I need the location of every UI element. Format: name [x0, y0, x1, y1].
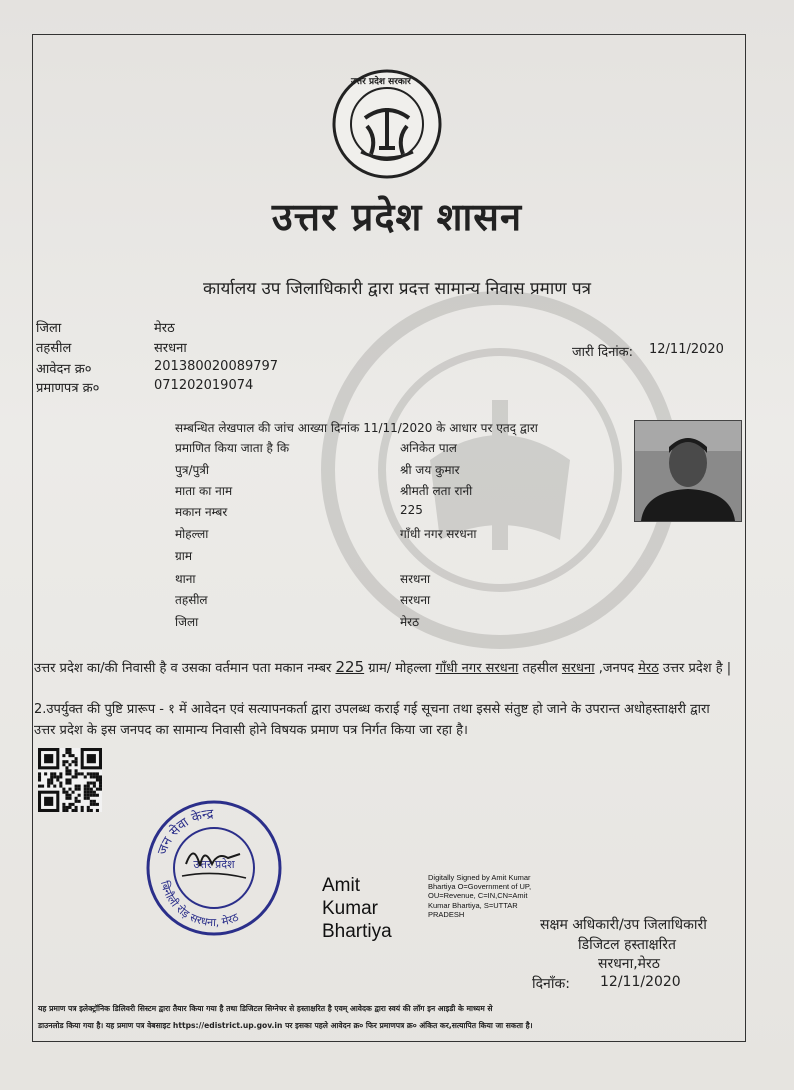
- footer-line-1: यह प्रमाण पत्र इलेक्ट्रॉनिक डिलिवरी सिस्टम द्वारा तैयार किया गया है तथा डिजिटल सिग्नेचर से हस्ताक्षरित है एवम् आवेदक द्वारा स्वयं की लॉग इन आइडी के माध्यम से: [38, 1004, 493, 1013]
- detail-value: अनिकेत पाल: [400, 441, 457, 455]
- detail-value: 225: [400, 503, 423, 517]
- tehsil-label: तहसील: [36, 341, 72, 356]
- p1-text-d: ,जनपद: [594, 661, 639, 676]
- stamp-center-text: उत्तर प्रदेश: [193, 858, 235, 871]
- detail-value: गाँधी नगर सरधना: [400, 527, 477, 541]
- application-label: आवेदन क्र०: [36, 362, 92, 377]
- detail-value: श्री जय कुमार: [400, 463, 460, 477]
- issue-date-value: 12/11/2020: [649, 342, 724, 357]
- p1-district: मेरठ: [638, 661, 659, 676]
- signing-location: सरधना,मेरठ: [598, 956, 660, 972]
- detail-label: मकान नम्बर: [175, 505, 228, 519]
- application-value: 201380020089797: [154, 359, 279, 374]
- authority-designation: सक्षम अधिकारी/उप जिलाधिकारी: [540, 917, 707, 933]
- residence-paragraph: [34, 657, 734, 679]
- detail-label: ग्राम: [175, 549, 193, 563]
- district-value: मेरठ: [154, 321, 175, 336]
- detail-value: सरधना: [400, 572, 431, 586]
- p1-text-c: तहसील: [518, 661, 562, 676]
- confirmation-paragraph: 2.उपर्युक्त की पुष्टि प्रारूप - १ में आवेदन एवं सत्यापनकर्ता द्वारा उपलब्ध कराई गई सूचना तथा इससे संतुष्ट हो जाने के उपरान्त अधोहस्ताक्षरी द्वारा उत्तर प्रदेश के इस जनपद का सामान्य निवासी होने विषयक प्रमाण पत्र निर्गत किया जा रहा है।: [34, 702, 710, 738]
- detail-label: मोहल्ला: [175, 527, 209, 541]
- p1-text-e: उत्तर प्रदेश है |: [658, 661, 732, 676]
- detail-value: श्रीमती लता रानी: [400, 484, 473, 498]
- details-intro: सम्बन्धित लेखपाल की जांच आख्या दिनांक 11/11/2020 के आधार पर एतद् द्वारा: [175, 421, 538, 435]
- qr-code: [38, 748, 102, 812]
- p1-text-a: उत्तर प्रदेश का/की निवासी है व उसका वर्तमान पता मकान नम्बर: [34, 661, 336, 676]
- applicant-photo: [634, 420, 742, 522]
- svg-text:जन सेवा केन्द्र: [155, 807, 215, 857]
- digitally-signed-label: डिजिटल हस्ताक्षरित: [578, 937, 676, 953]
- p1-text-b: ग्राम/ मोहल्ला: [364, 661, 436, 676]
- footer-note: [38, 1000, 738, 1034]
- digital-signature-text: Digitally Signed by Amit Kumar Bhartiya O=Government of UP, OU=Revenue, C=IN,CN=Amit Kumar Bhartiya, S=UTTAR PRADESH: [428, 873, 532, 919]
- document-title: उत्तर प्रदेश शासन: [271, 194, 523, 239]
- p1-house: 225: [335, 658, 365, 676]
- certificate-value: 071202019074: [154, 378, 254, 393]
- certificate-label: प्रमाणपत्र क्र०: [36, 381, 100, 396]
- stamp-bottom-text: बिनौली रोड़ सरधना, मेरठ: [157, 879, 241, 930]
- detail-label: प्रमाणित किया जाता है कि: [175, 441, 290, 455]
- p1-locality: गाँधी नगर सरधना: [435, 661, 519, 676]
- tehsil-value: सरधना: [154, 341, 187, 356]
- footer-line-2: डाउनलोड किया गया है। यह प्रमाण पत्र वेबसाइट https://edistrict.up.gov.in पर इसका पहले आवेदन क्र० फिर प्रमाणपत्र क्र० अंकित कर,सत्यापित किया जा सकता है।: [38, 1021, 533, 1030]
- detail-label: तहसील: [175, 593, 208, 607]
- detail-label: माता का नाम: [175, 484, 233, 498]
- detail-value: मेरठ: [400, 615, 420, 629]
- p1-tehsil: सरधना: [561, 661, 595, 676]
- emblem-text: उत्तर प्रदेश सरकार: [351, 77, 411, 87]
- jan-seva-kendra-stamp: [142, 796, 286, 940]
- detail-value: सरधना: [400, 593, 431, 607]
- signed-date-value: 12/11/2020: [600, 974, 681, 990]
- stamp-top-text: जन सेवा केन्द्र: [155, 806, 214, 857]
- detail-label: जिला: [175, 615, 199, 629]
- issue-date-label: जारी दिनांक:: [572, 345, 634, 360]
- district-label: जिला: [36, 321, 62, 336]
- signer-name: Amit Kumar Bhartiya: [322, 875, 392, 942]
- detail-label: पुत्र/पुत्री: [175, 463, 210, 477]
- signed-date-label: दिनाँक:: [532, 976, 570, 992]
- document-subtitle: कार्यालय उप जिलाधिकारी द्वारा प्रदत्त सामान्य निवास प्रमाण पत्र: [202, 279, 591, 299]
- detail-label: थाना: [175, 572, 196, 586]
